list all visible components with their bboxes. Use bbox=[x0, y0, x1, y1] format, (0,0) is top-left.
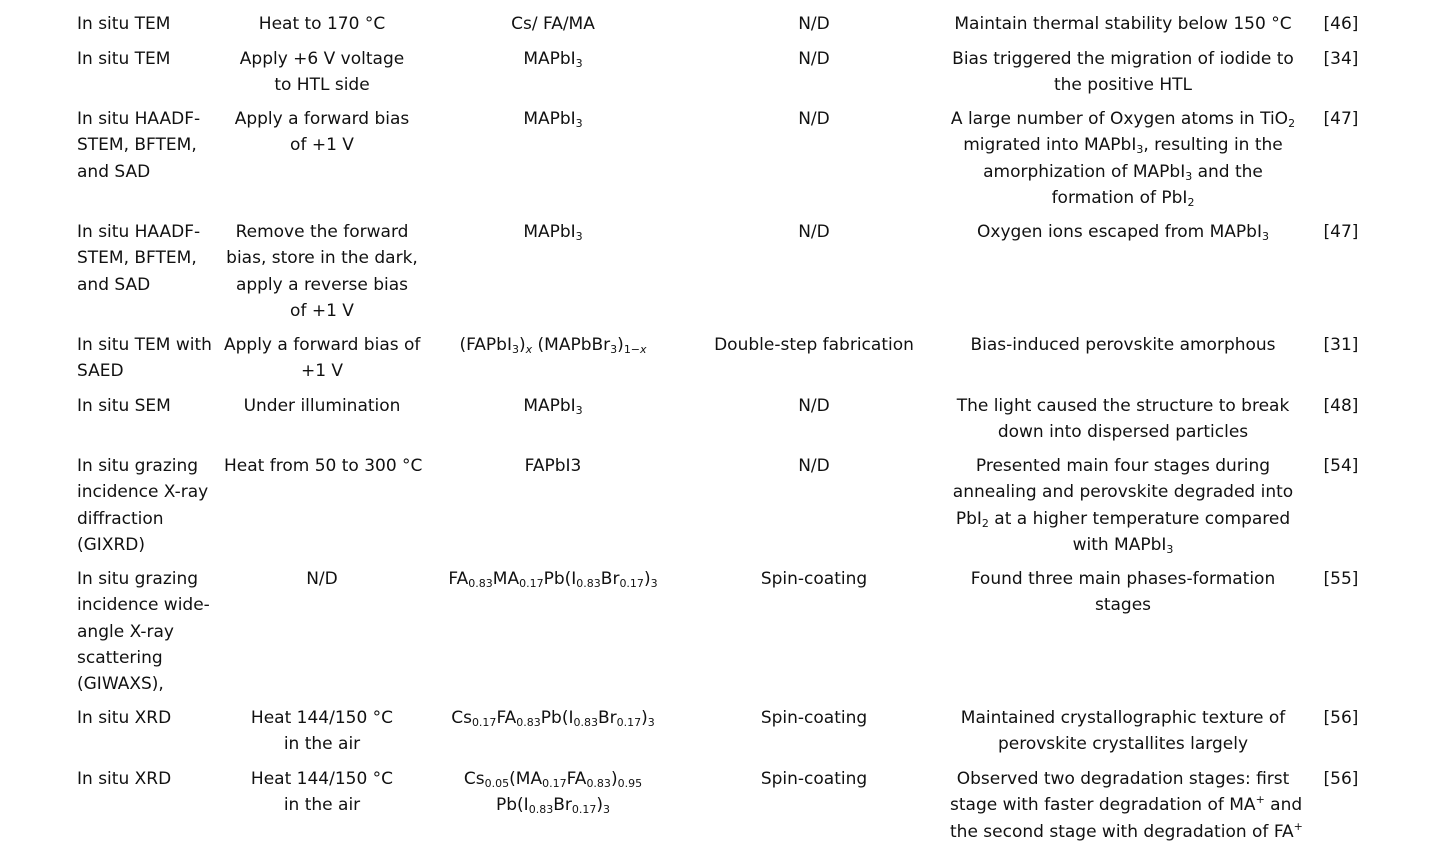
condition-cell-line: N/D bbox=[306, 569, 338, 589]
finding-cell-line: Found three main phases-formation bbox=[970, 569, 1276, 589]
technique-cell-line: In situ XRD bbox=[77, 708, 172, 728]
reference-cell-line: [34] bbox=[1323, 49, 1359, 69]
technique-cell bbox=[77, 11, 219, 37]
reference-cell-line: [55] bbox=[1323, 569, 1359, 589]
finding-cell bbox=[950, 566, 1296, 619]
fabrication-cell bbox=[686, 453, 942, 479]
fabrication-cell-line: N/D bbox=[798, 49, 830, 69]
table-row bbox=[0, 219, 1437, 332]
condition-cell bbox=[224, 453, 423, 479]
table-row bbox=[0, 332, 1437, 393]
technique-cell-line: In situ XRD bbox=[77, 769, 172, 789]
reference-cell bbox=[1310, 705, 1372, 731]
reference-cell-line: [31] bbox=[1323, 335, 1359, 355]
reference-cell bbox=[1310, 766, 1372, 792]
reference-cell-line: [56] bbox=[1323, 708, 1359, 728]
technique-cell-line: In situ grazing bbox=[77, 456, 199, 476]
material-cell-line: $(FAPbI_3)_x$ $(MAPbBr_3)_{1-x}$ bbox=[459, 335, 647, 356]
fabrication-cell-line: Spin-coating bbox=[760, 769, 868, 789]
reference-cell bbox=[1310, 332, 1372, 358]
technique-cell-line: (GIXRD) bbox=[77, 534, 145, 555]
reference-cell-line: [48] bbox=[1323, 396, 1359, 416]
material-cell-line: FAPbI3 bbox=[524, 456, 582, 476]
finding-cell-line: Maintained crystallographic texture of bbox=[960, 708, 1286, 728]
condition-cell bbox=[224, 766, 420, 819]
finding-cell-line: Bias-induced perovskite amorphous bbox=[970, 335, 1276, 355]
condition-cell bbox=[224, 332, 420, 385]
table-row bbox=[0, 11, 1437, 46]
reference-cell bbox=[1310, 46, 1372, 72]
fabrication-cell bbox=[686, 332, 942, 358]
technique-cell-line: In situ TEM with bbox=[77, 335, 212, 355]
technique-cell-line: angle X-ray bbox=[77, 621, 174, 642]
technique-cell bbox=[77, 46, 219, 72]
technique-cell-line: In situ TEM bbox=[77, 49, 171, 69]
finding-cell-line: stages bbox=[1094, 595, 1152, 616]
finding-cell-line: formation of PbI$_2$ bbox=[1051, 187, 1195, 209]
material-cell bbox=[425, 219, 681, 245]
finding-cell-line: Oxygen ions escaped from MAPbI$_3$ bbox=[977, 222, 1269, 243]
material-cell bbox=[425, 453, 681, 479]
finding-cell-line: Bias triggered the migration of iodide to bbox=[952, 49, 1294, 69]
reference-cell bbox=[1310, 566, 1372, 592]
condition-cell-line: in the air bbox=[283, 795, 361, 816]
finding-cell bbox=[950, 705, 1296, 758]
fabrication-cell-line: N/D bbox=[798, 109, 830, 129]
table-row bbox=[0, 393, 1437, 453]
reference-cell-line: [47] bbox=[1323, 222, 1359, 242]
technique-cell-line: In situ SEM bbox=[77, 396, 171, 416]
condition-cell-line: Remove the forward bbox=[235, 222, 409, 242]
table-row bbox=[0, 106, 1437, 219]
degradation-table bbox=[0, 11, 1437, 846]
table-row bbox=[0, 766, 1437, 846]
finding-cell-line: the positive HTL bbox=[1053, 75, 1193, 96]
material-cell bbox=[425, 766, 681, 819]
condition-cell-line: Heat 144/150 °C bbox=[250, 769, 394, 789]
technique-cell-line: incidence wide- bbox=[77, 595, 210, 616]
condition-cell bbox=[224, 46, 420, 99]
condition-cell-line: Heat from 50 to 300 °C bbox=[224, 456, 423, 476]
technique-cell bbox=[77, 566, 219, 697]
finding-cell bbox=[950, 393, 1296, 446]
condition-cell-line: Apply a forward bias of bbox=[224, 335, 421, 355]
finding-cell-line: A large number of Oxygen atoms in TiO$_2$ bbox=[950, 109, 1296, 130]
technique-cell-line: STEM, BFTEM, bbox=[77, 135, 197, 156]
fabrication-cell bbox=[686, 566, 942, 592]
technique-cell-line: In situ grazing bbox=[77, 569, 199, 589]
material-cell-line: MAPbI$_3$ bbox=[523, 222, 583, 243]
fabrication-cell-line: N/D bbox=[798, 456, 830, 476]
material-cell bbox=[425, 393, 681, 419]
technique-cell bbox=[77, 106, 219, 185]
technique-cell-line: In situ TEM bbox=[77, 14, 171, 34]
finding-cell bbox=[950, 453, 1296, 558]
technique-cell-line: scattering bbox=[77, 647, 163, 668]
finding-cell bbox=[950, 766, 1303, 845]
table-row bbox=[0, 705, 1437, 766]
table-row bbox=[0, 453, 1437, 566]
table-row bbox=[0, 46, 1437, 106]
finding-cell-line: perovskite crystallites largely bbox=[997, 734, 1249, 755]
condition-cell bbox=[224, 106, 420, 159]
finding-cell-line: amorphization of MAPbI$_3$ and the bbox=[983, 161, 1263, 183]
finding-cell bbox=[950, 332, 1296, 358]
fabrication-cell bbox=[686, 219, 942, 245]
condition-cell-line: Under illumination bbox=[243, 396, 401, 416]
reference-cell bbox=[1310, 106, 1372, 132]
technique-cell-line: In situ HAADF- bbox=[77, 222, 201, 242]
condition-cell-line: bias, store in the dark, bbox=[226, 248, 418, 269]
condition-cell bbox=[224, 219, 420, 324]
technique-cell bbox=[77, 393, 219, 419]
material-cell bbox=[425, 46, 681, 72]
reference-cell-line: [54] bbox=[1323, 456, 1359, 476]
material-cell bbox=[425, 106, 681, 132]
finding-cell-line: stage with faster degradation of MA+ and bbox=[950, 793, 1303, 816]
finding-cell-line: the second stage with degradation of FA+ bbox=[950, 819, 1303, 842]
fabrication-cell-line: N/D bbox=[798, 222, 830, 242]
material-cell bbox=[425, 705, 681, 731]
fabrication-cell bbox=[686, 393, 942, 419]
material-cell-line: $Cs_{0.17}FA_{0.83}Pb(I_{0.83}Br_{0.17})_3$ bbox=[451, 708, 655, 729]
technique-cell bbox=[77, 219, 219, 298]
technique-cell bbox=[77, 453, 219, 558]
technique-cell-line: STEM, BFTEM, bbox=[77, 248, 197, 269]
material-cell bbox=[425, 566, 681, 592]
finding-cell-line: PbI$_2$ at a higher temperature compared bbox=[955, 508, 1291, 530]
technique-cell-line: (GIWAXS), bbox=[77, 674, 164, 695]
finding-cell-line: migrated into MAPbI$_3$, resulting in the bbox=[963, 135, 1283, 157]
condition-cell bbox=[224, 393, 420, 419]
finding-cell-line: The light caused the structure to break bbox=[956, 396, 1290, 416]
finding-cell-line: Observed two degradation stages: first bbox=[956, 769, 1290, 789]
condition-cell-line: of +1 V bbox=[290, 300, 354, 321]
condition-cell bbox=[224, 705, 420, 758]
condition-cell-line: Heat to 170 °C bbox=[258, 14, 386, 34]
finding-cell-line: Maintain thermal stability below 150 °C bbox=[954, 14, 1292, 34]
material-cell-line: MAPbI$_3$ bbox=[523, 109, 583, 130]
reference-cell bbox=[1310, 219, 1372, 245]
reference-cell-line: [46] bbox=[1323, 14, 1359, 34]
fabrication-cell-line: N/D bbox=[798, 14, 830, 34]
technique-cell-line: and SAD bbox=[77, 274, 151, 295]
fabrication-cell bbox=[686, 46, 942, 72]
technique-cell-line: diffraction bbox=[77, 508, 164, 529]
material-cell-line: $Cs_{0.05}(MA_{0.17}FA_{0.83})_{0.95}$ bbox=[463, 769, 643, 790]
technique-cell-line: In situ HAADF- bbox=[77, 109, 201, 129]
fabrication-cell bbox=[686, 11, 942, 37]
condition-cell bbox=[224, 11, 420, 37]
fabrication-cell-line: Double-step fabrication bbox=[714, 335, 914, 355]
material-cell bbox=[425, 332, 681, 358]
finding-cell-line: with MAPbI$_3$ bbox=[1072, 534, 1174, 556]
finding-cell bbox=[950, 106, 1296, 211]
reference-cell bbox=[1310, 393, 1372, 419]
condition-cell-line: to HTL side bbox=[274, 75, 370, 96]
fabrication-cell bbox=[686, 705, 942, 731]
table-row bbox=[0, 566, 1437, 705]
condition-cell-line: Heat 144/150 °C bbox=[250, 708, 394, 728]
fabrication-cell bbox=[686, 106, 942, 132]
fabrication-cell-line: Spin-coating bbox=[760, 708, 868, 728]
condition-cell-line: of +1 V bbox=[290, 135, 354, 156]
fabrication-cell bbox=[686, 766, 942, 792]
condition-cell bbox=[224, 566, 420, 592]
material-cell-line: $FA_{0.83}MA_{0.17}Pb(I_{0.83}Br_{0.17})_3$ bbox=[448, 569, 658, 590]
finding-cell-line: down into dispersed particles bbox=[997, 422, 1249, 443]
technique-cell-line: and SAD bbox=[77, 161, 151, 182]
material-cell-line: MAPbI$_3$ bbox=[523, 396, 583, 417]
technique-cell-line: incidence X-ray bbox=[77, 482, 209, 503]
material-cell-line: Cs/ FA/MA bbox=[511, 14, 595, 34]
finding-cell bbox=[950, 46, 1296, 99]
fabrication-cell-line: N/D bbox=[798, 396, 830, 416]
condition-cell-line: +1 V bbox=[300, 361, 344, 382]
material-cell-line: $Pb(I_{0.83}Br_{0.17})_3$ bbox=[496, 795, 610, 817]
finding-cell-line: annealing and perovskite degraded into bbox=[952, 482, 1294, 503]
reference-cell bbox=[1310, 11, 1372, 37]
fabrication-cell-line: Spin-coating bbox=[760, 569, 868, 589]
technique-cell bbox=[77, 766, 219, 792]
condition-cell-line: Apply +6 V voltage bbox=[239, 49, 405, 69]
technique-cell bbox=[77, 705, 219, 731]
finding-cell-line: Presented main four stages during bbox=[975, 456, 1271, 476]
material-cell bbox=[425, 11, 681, 37]
material-cell-line: MAPbI$_3$ bbox=[523, 49, 583, 70]
finding-cell bbox=[950, 11, 1296, 37]
condition-cell-line: in the air bbox=[283, 734, 361, 755]
reference-cell bbox=[1310, 453, 1372, 479]
condition-cell-line: apply a reverse bias bbox=[235, 274, 409, 295]
technique-cell-line: SAED bbox=[77, 361, 124, 382]
condition-cell-line: Apply a forward bias bbox=[234, 109, 410, 129]
reference-cell-line: [47] bbox=[1323, 109, 1359, 129]
reference-cell-line: [56] bbox=[1323, 769, 1359, 789]
finding-cell bbox=[950, 219, 1296, 245]
technique-cell bbox=[77, 332, 219, 385]
